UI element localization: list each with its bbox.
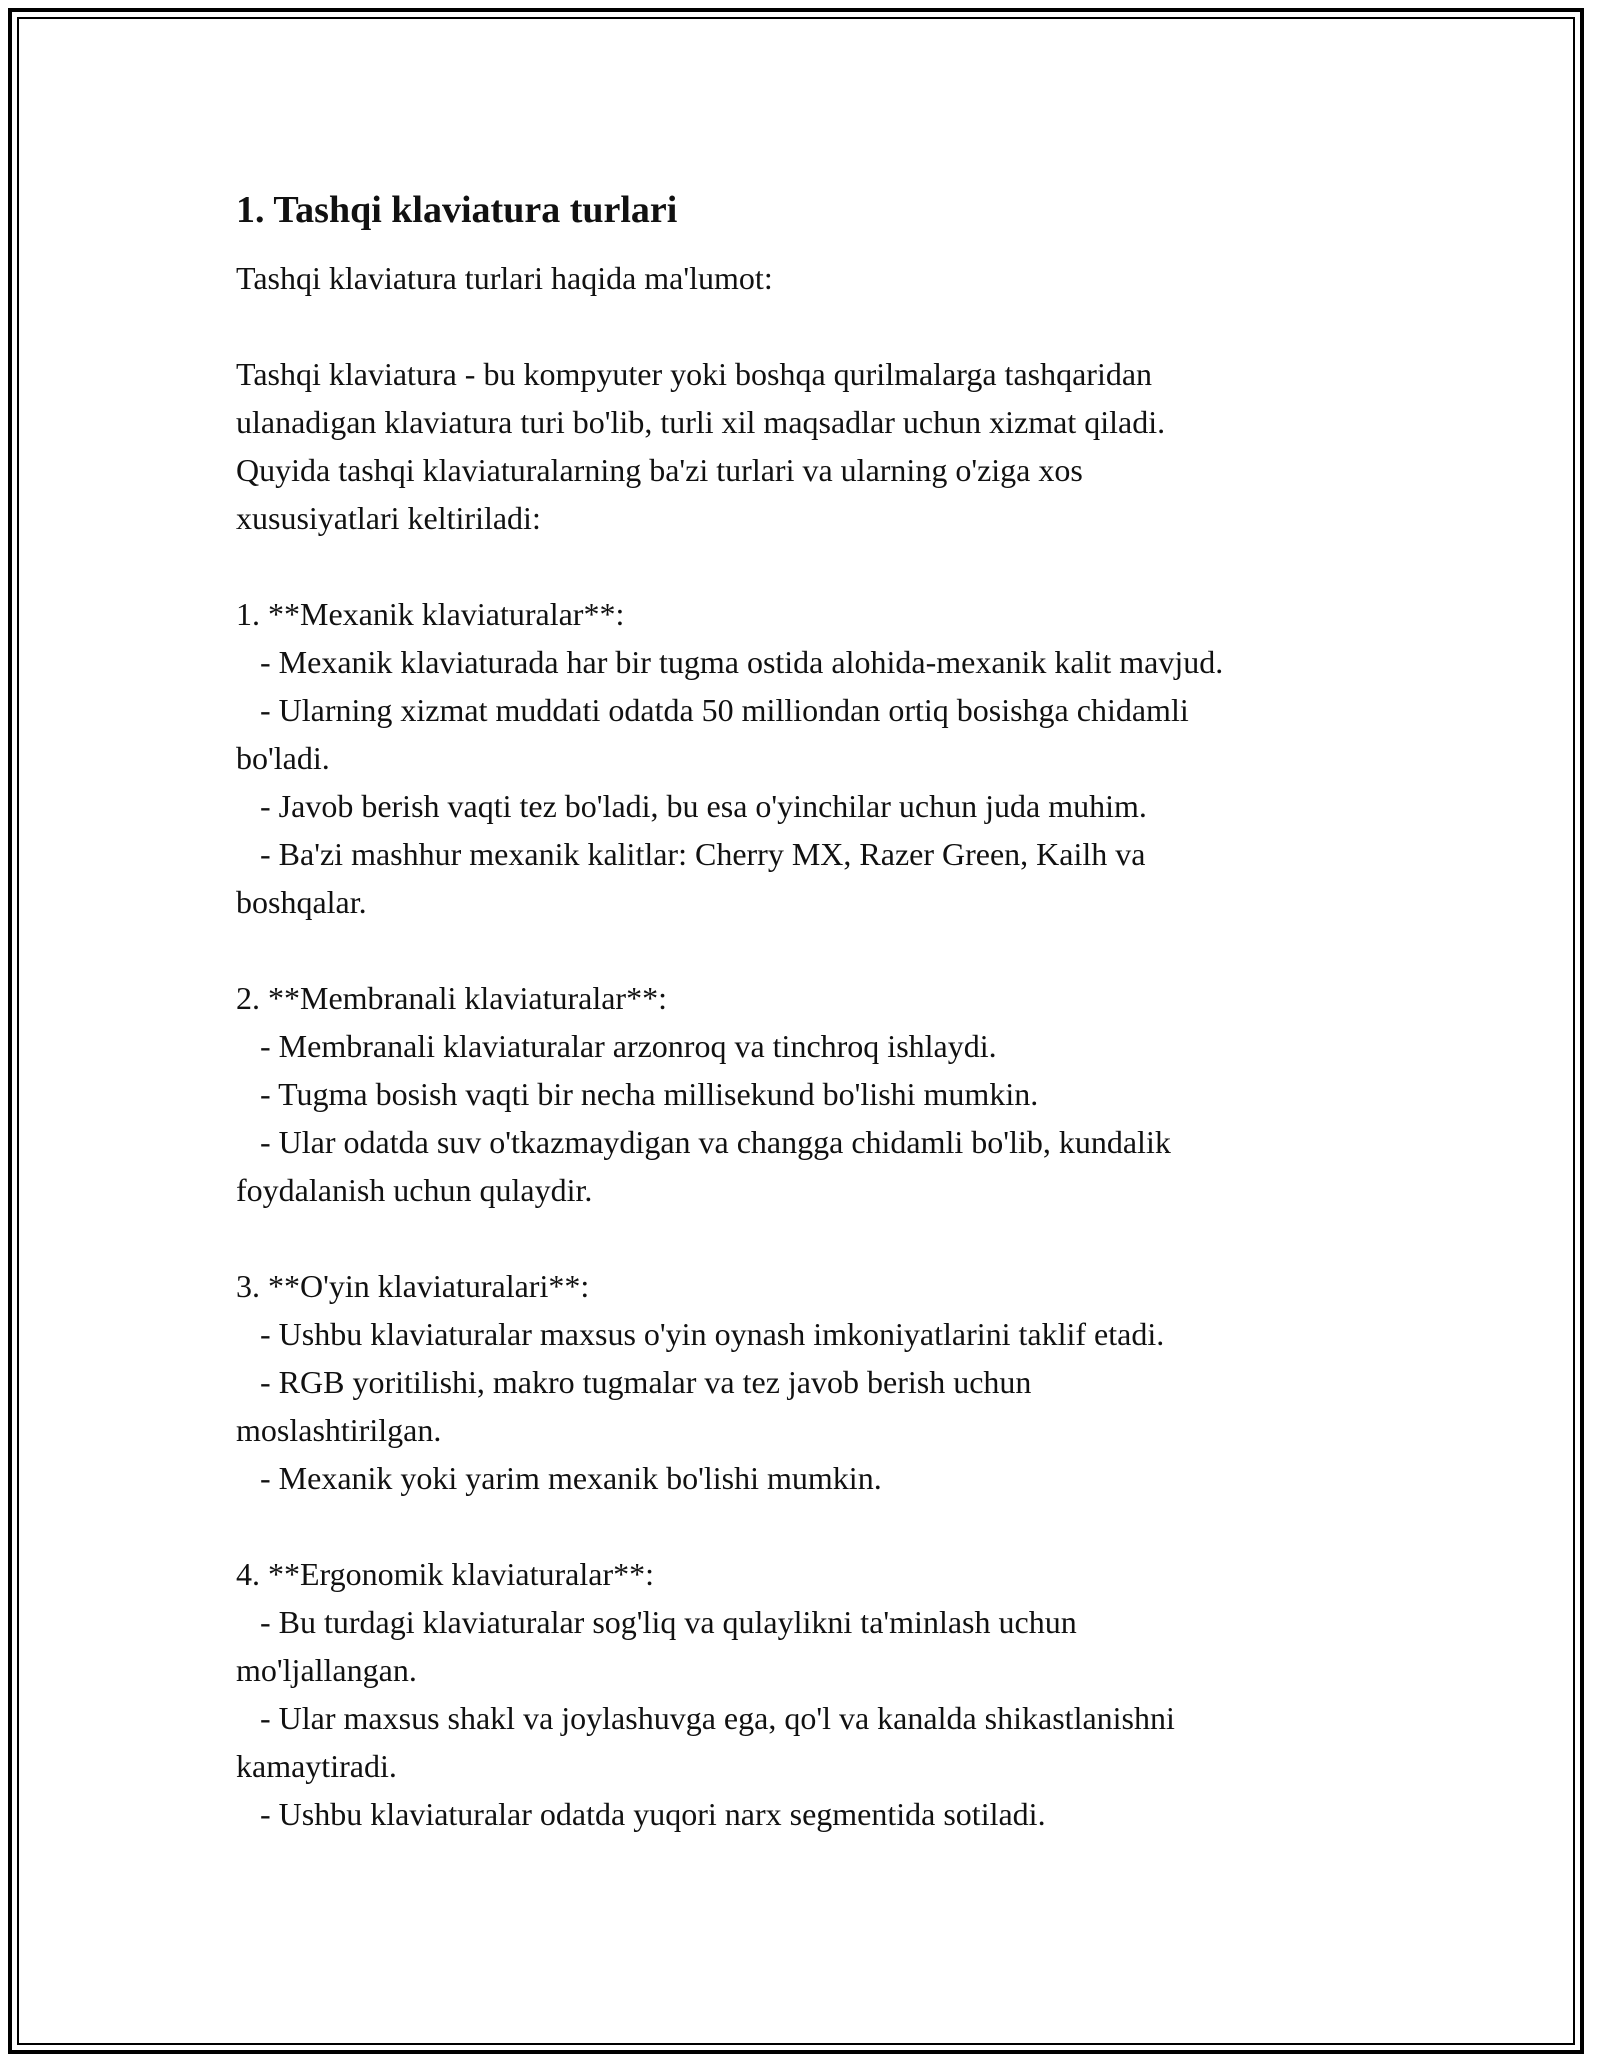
section-title-membrane: 2. **Membranali klaviaturalar**: [236,980,667,1016]
intro-paragraph: Tashqi klaviatura - bu kompyuter yoki boshqa qurilmalarga tashqaridan ulanadigan klaviatura turi bo'lib, turli xil maqsadlar uchun xizmat qiladi. Quyida tashqi klaviaturalarning ba'zi turlari va ularning o'ziga xos xususiyatlari keltiriladi: [236,356,1166,536]
section-title-ergonomic: 4. **Ergonomik klaviaturalar**: [236,1556,654,1592]
intro-text: Tashqi klaviatura turlari haqida ma'lumot: [236,260,773,296]
section-body-membrane: - Membranali klaviaturalar arzonroq va tinchroq ishlaydi. - Tugma bosish vaqti bir necha millisekund bo'lishi mumkin. - Ular odatda suv o'tkazmaydigan va changga chidamli bo'lib, kundalik foydalanish uchun qulaydir. [236,1028,1171,1208]
section-body-gaming: - Ushbu klaviaturalar maxsus o'yin oynash imkoniyatlarini taklif etadi. - RGB yoritilishi, makro tugmalar va tez javob berish uchun moslashtirilgan. - Mexanik yoki yarim mexanik bo'lishi mumkin. [236,1316,1165,1496]
document-heading: 1. Tashqi klaviatura turlari [236,189,678,231]
document-body [236,186,1386,1838]
spacer [236,1502,1386,1550]
spacer [236,302,1386,350]
spacer [236,1214,1386,1262]
spacer [236,542,1386,590]
section-title-mechanical: 1. **Mexanik klaviaturalar**: [236,596,625,632]
section-body-ergonomic: - Bu turdagi klaviaturalar sog'liq va qulaylikni ta'minlash uchun mo'ljallangan. - Ular maxsus shakl va joylashuvga ega, qo'l va kanalda shikastlanishni kamaytiradi. - Ushbu klaviaturalar odatda yuqori narx segmentida sotiladi. [236,1604,1175,1832]
section-body-mechanical: - Mexanik klaviaturada har bir tugma ostida alohida-mexanik kalit mavjud. - Ularning xizmat muddati odatda 50 milliondan ortiq bosishga chidamli bo'ladi. - Javob berish vaqti tez bo'ladi, bu esa o'yinchilar uchun juda muhim. - Ba'zi mashhur mexanik kalitlar: Cherry MX, Razer Green, Kailh va boshqalar. [236,644,1224,920]
section-title-gaming: 3. **O'yin klaviaturalari**: [236,1268,590,1304]
spacer [236,926,1386,974]
